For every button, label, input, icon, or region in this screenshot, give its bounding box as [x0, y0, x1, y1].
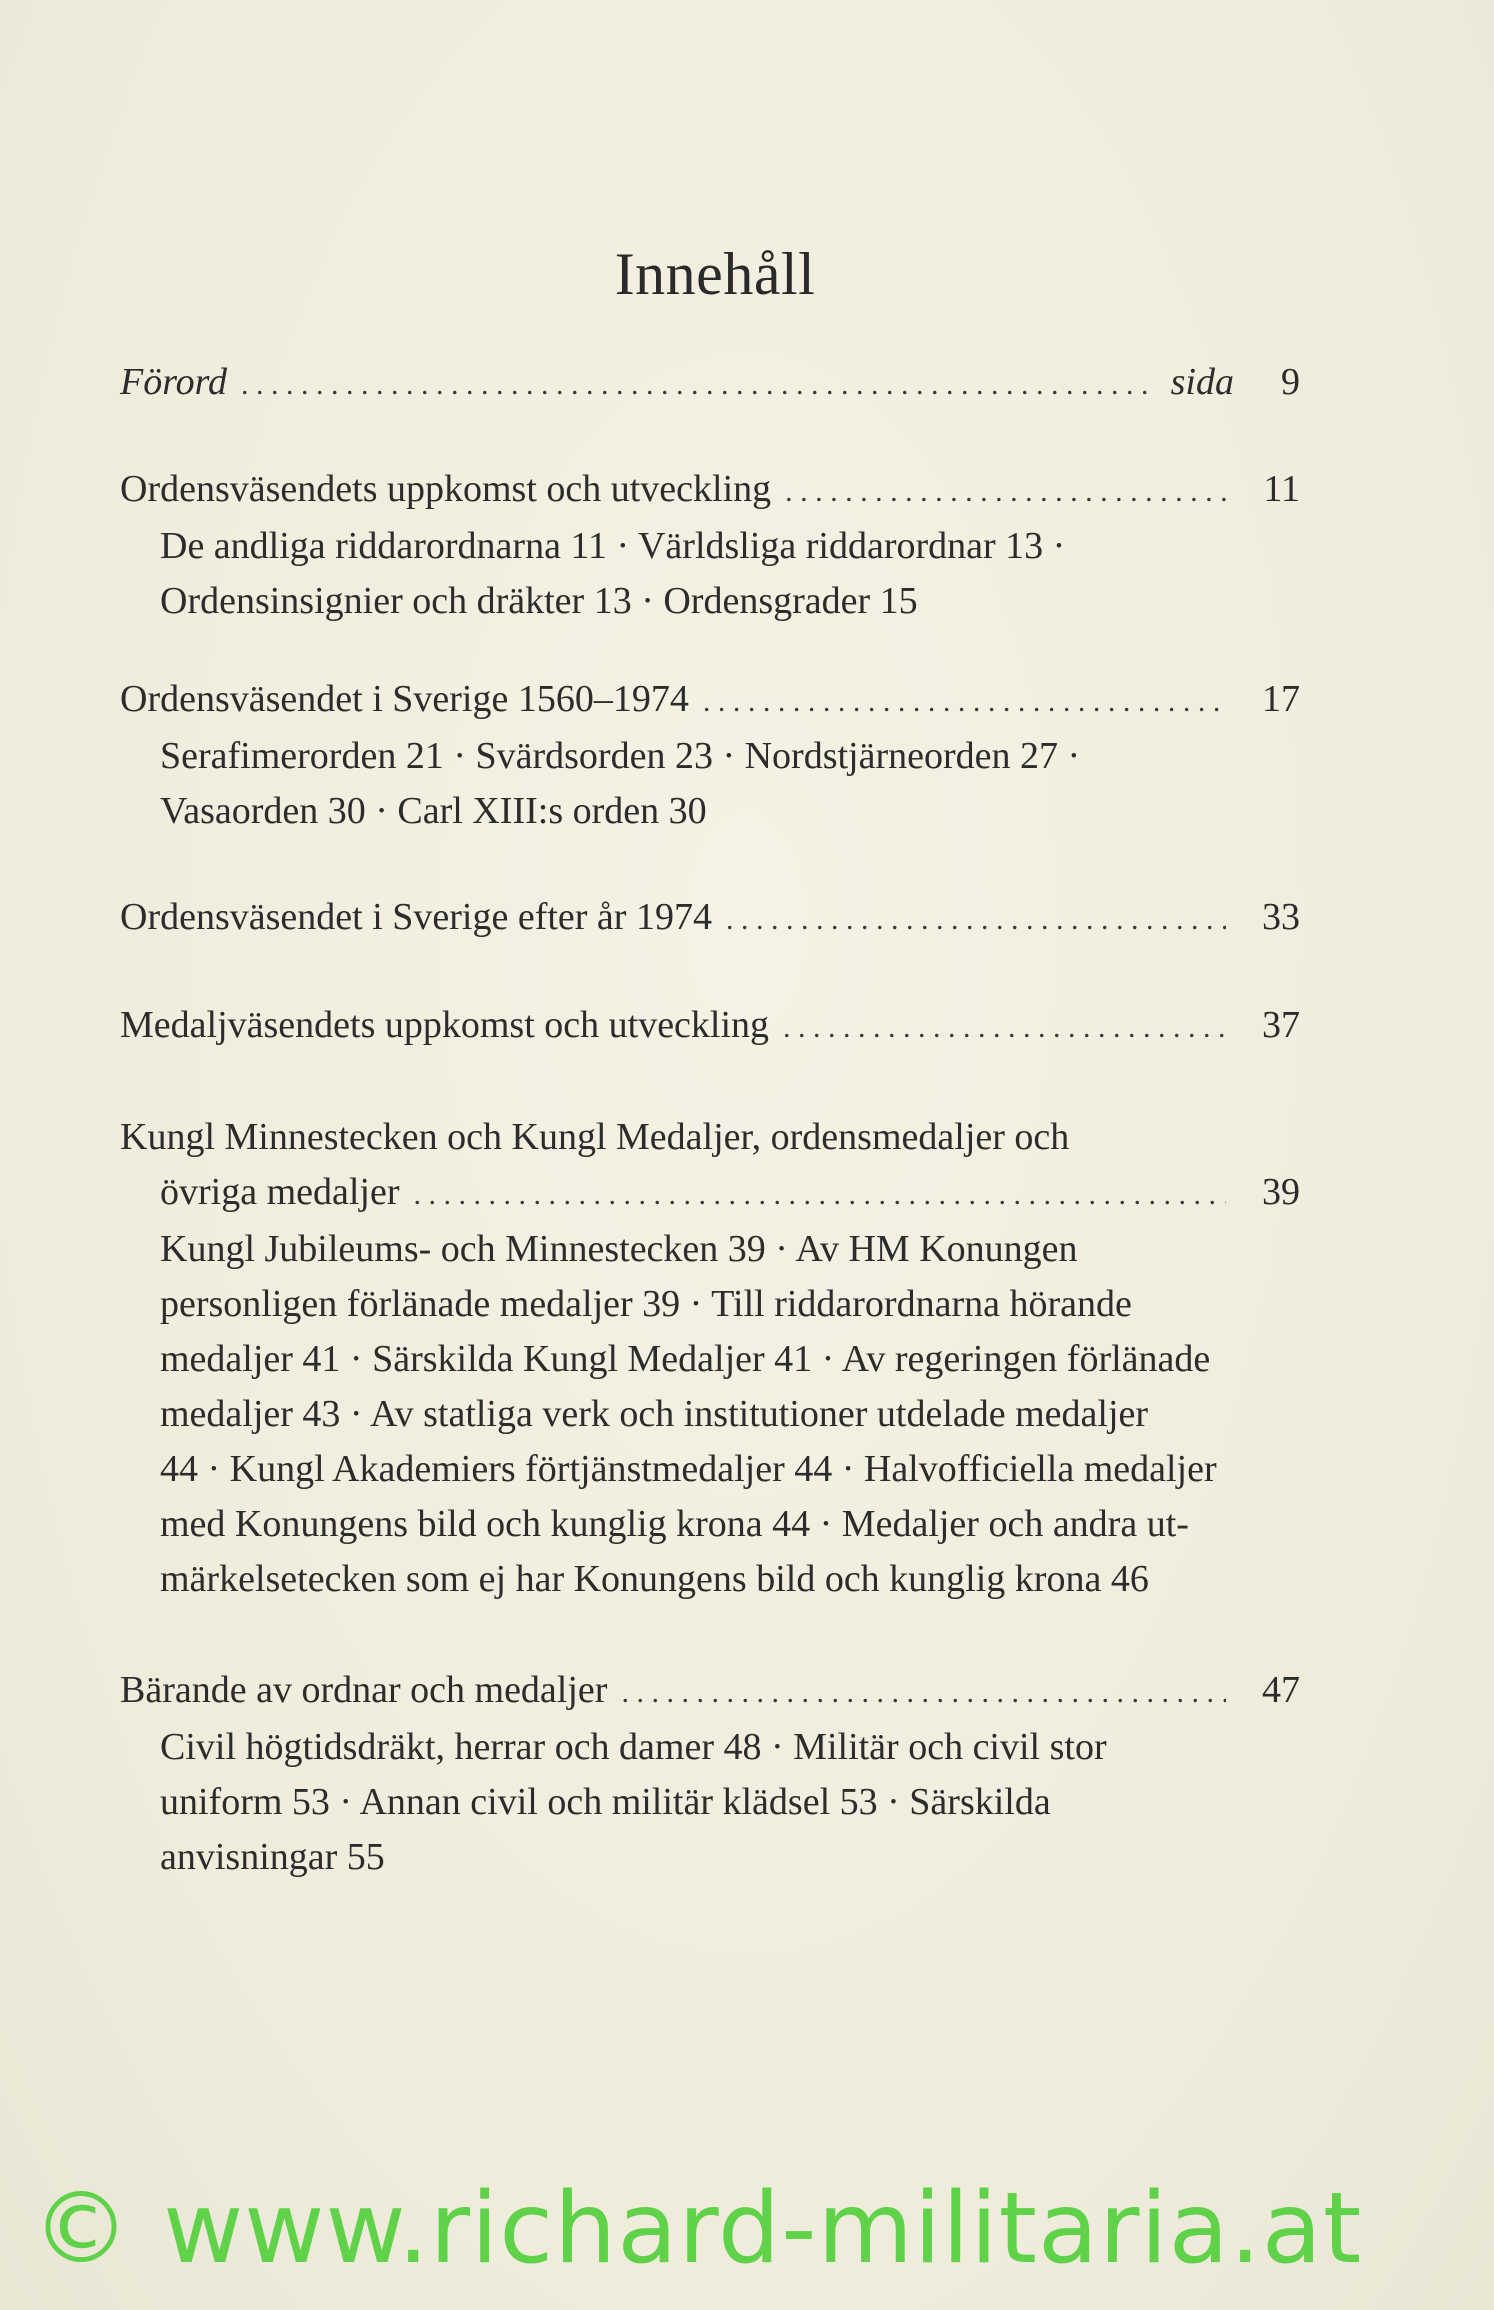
toc-sub-line: med Konungens bild och kunglig krona 44 · Medaljer och andra ut- — [160, 1503, 1189, 1545]
toc-sub-line: uniform 53 · Annan civil och militär klädsel 53 · Särskilda — [160, 1781, 1051, 1823]
toc-page-number: 9 — [1281, 361, 1300, 403]
toc-label: Medaljväsendets uppkomst och utveckling — [120, 1004, 770, 1046]
toc-sub-line: Vasaorden 30 · Carl XIII:s orden 30 — [160, 790, 707, 832]
toc-label: Ordensväsendet i Sverige efter år 1974 — [120, 896, 712, 938]
toc-label: övriga medaljer — [160, 1171, 400, 1213]
toc-entry — [120, 1110, 1300, 1607]
toc-page-number: 33 — [1262, 896, 1300, 938]
dot-leader — [621, 1665, 1226, 1720]
toc-label: Förord — [120, 361, 227, 403]
toc-sub-line: anvisningar 55 — [160, 1836, 385, 1878]
toc-sub-line: Civil högtidsdräkt, herrar och damer 48 · Militär och civil stor — [160, 1726, 1107, 1768]
toc-label: Kungl Minnestecken och Kungl Medaljer, ordensmedaljer och — [120, 1116, 1070, 1158]
toc-label: Ordensväsendet i Sverige 1560–1974 — [120, 678, 689, 720]
toc-page-number: 47 — [1262, 1669, 1300, 1711]
toc-entry — [120, 1663, 1300, 1885]
toc-label: Bärande av ordnar och medaljer — [120, 1669, 608, 1711]
dot-leader — [703, 674, 1226, 729]
dot-leader — [414, 1167, 1226, 1222]
toc-page-number: 17 — [1262, 678, 1300, 720]
toc-entry — [120, 462, 1300, 629]
watermark: © www.richard-militaria.at — [32, 2172, 1363, 2286]
dot-leader — [783, 1000, 1226, 1055]
toc-sub-line: Kungl Jubileums- och Minnestecken 39 · Av HM Konungen — [160, 1228, 1078, 1270]
sida-label: sida — [1170, 361, 1234, 403]
toc-sub-line: medaljer 43 · Av statliga verk och institutioner utdelade medaljer — [160, 1393, 1149, 1435]
page-title: Innehåll — [614, 241, 816, 307]
toc-sub-line: Ordensinsignier och dräkter 13 · Ordensgrader 15 — [160, 580, 918, 622]
toc-page-number: 37 — [1262, 1004, 1300, 1046]
dot-leader — [785, 464, 1226, 519]
dot-leader — [726, 892, 1226, 947]
toc-sub-line: Serafimerorden 21 · Svärdsorden 23 · Nordstjärneorden 27 · — [160, 735, 1081, 777]
toc-entry-forord — [120, 355, 1300, 412]
toc-sub-line: märkelsetecken som ej har Konungens bild och kunglig krona 46 — [160, 1558, 1149, 1600]
toc-sub-line: De andliga riddarordnarna 11 · Världsliga riddarordnar 13 · — [160, 525, 1066, 567]
dot-leader — [241, 357, 1157, 412]
toc-page-number: 39 — [1262, 1171, 1300, 1213]
toc-entry — [120, 672, 1300, 839]
toc-sub-line: 44 · Kungl Akademiers förtjänstmedaljer 44 · Halvofficiella medaljer — [160, 1448, 1217, 1490]
toc-entry — [120, 890, 1300, 947]
toc-page-number: 11 — [1263, 468, 1300, 510]
toc-sub-line: medaljer 41 · Särskilda Kungl Medaljer 41 · Av regeringen förlänade — [160, 1338, 1211, 1380]
toc-entry — [120, 998, 1300, 1055]
toc-sub-line: personligen förlänade medaljer 39 · Till riddarordnarna hörande — [160, 1283, 1132, 1325]
toc-label: Ordensväsendets uppkomst och utveckling — [120, 468, 772, 510]
